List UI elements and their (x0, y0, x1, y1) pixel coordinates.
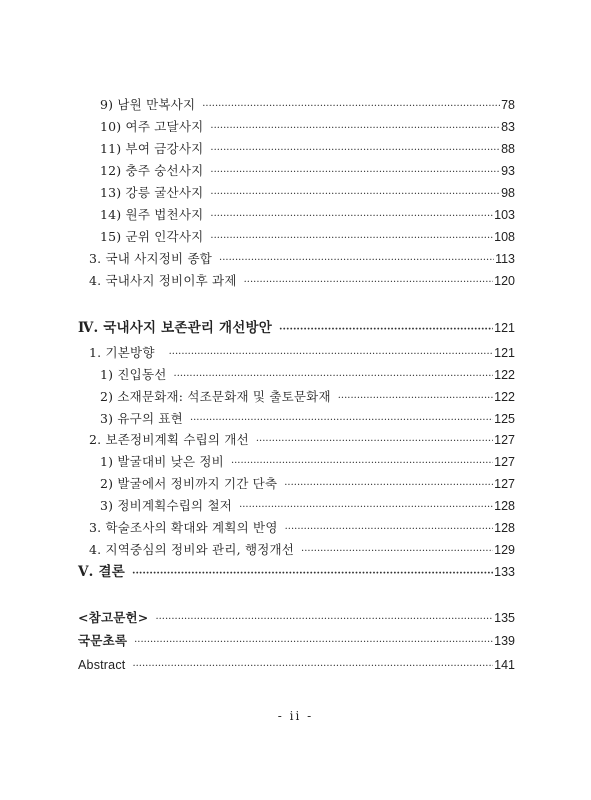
toc-leader-dots (256, 434, 493, 450)
toc-entry-label: 3) 유구의 표현 (100, 411, 183, 426)
toc-leader-dots (174, 369, 494, 385)
toc-leader-dots (210, 121, 500, 137)
toc-leader-dots (210, 231, 493, 247)
toc-entry[interactable] (78, 633, 515, 651)
toc-leader-dots (190, 413, 493, 429)
toc-leader-dots (244, 275, 494, 291)
toc-entry-label: <참고문헌> (78, 610, 149, 625)
toc-entry-label: 9) 남원 만복사지 (100, 97, 196, 112)
toc-entry[interactable] (100, 476, 515, 494)
toc-leader-dots (134, 635, 493, 651)
toc-entry[interactable] (89, 251, 515, 269)
toc-entry-page: 122 (494, 368, 515, 382)
toc-entry-page: 98 (501, 186, 515, 200)
toc-entry-page: 83 (501, 120, 515, 134)
toc-entry-label: 4. 국내사지 정비이후 과제 (89, 273, 237, 288)
toc-entry-label: 3) 정비계획수립의 철저 (100, 498, 233, 513)
toc-entry-page: 88 (501, 142, 515, 156)
toc-entry-label: 1) 발굴대비 낮은 정비 (100, 454, 224, 469)
toc-entry-page: 122 (494, 390, 515, 404)
toc-entry-page: 113 (495, 252, 515, 266)
toc-entry-page: 127 (494, 433, 515, 447)
toc-entry[interactable] (100, 367, 515, 385)
toc-entry[interactable] (89, 542, 515, 560)
toc-entry-label: 13) 강릉 굴산사지 (100, 185, 204, 200)
toc-entry-label: 10) 여주 고달사지 (100, 119, 204, 134)
toc-leader-dots (301, 544, 493, 560)
toc-entry[interactable] (100, 119, 515, 137)
toc-entry[interactable] (100, 454, 515, 472)
toc-entry-label: 15) 군위 인각사지 (100, 229, 204, 244)
toc-entry-page: 120 (494, 274, 515, 288)
toc-entry-page: 127 (494, 477, 515, 491)
toc-entry[interactable] (89, 273, 515, 291)
toc-entry-label: 3. 학술조사의 확대와 계획의 반영 (89, 520, 278, 535)
toc-chapter-label: Ⅳ. 국내사지 보존관리 개선방안 (78, 320, 273, 336)
toc-chapter[interactable] (78, 320, 515, 338)
toc-leader-dots (284, 478, 493, 494)
toc-entry[interactable] (100, 498, 515, 516)
toc-entry[interactable] (100, 229, 515, 247)
toc-leader-dots (210, 165, 500, 181)
toc-entry-label: 11) 부여 금강사지 (100, 141, 204, 156)
toc-entry-label: 12) 충주 숭선사지 (100, 163, 204, 178)
toc-entry-page: 78 (501, 98, 515, 112)
toc-entry[interactable] (78, 610, 515, 628)
toc-chapter-page: 133 (494, 565, 515, 579)
toc-chapter-page: 121 (494, 321, 515, 335)
toc-entry[interactable] (100, 389, 515, 407)
toc-entry-label: 2. 보존정비계획 수립의 개선 (89, 432, 249, 447)
toc-entry-page: 125 (494, 412, 515, 426)
toc-leader-dots (202, 99, 500, 115)
page-number: - ii - (277, 709, 314, 723)
toc-entry[interactable] (89, 432, 515, 450)
toc-entry-label: 4. 지역중심의 정비와 관리, 행정개선 (89, 542, 295, 557)
toc-entry-label: 2) 소재문화재: 석조문화재 및 출토문화재 (100, 389, 331, 404)
toc-entry-label: 3. 국내 사지정비 종합 (89, 251, 213, 266)
toc-leader-dots (210, 143, 500, 159)
toc-leader-dots (285, 522, 494, 538)
toc-entry-page: 121 (494, 346, 515, 360)
toc-entry[interactable] (89, 345, 515, 363)
toc-entry[interactable] (78, 657, 515, 675)
toc-leader-dots (169, 347, 494, 363)
toc-entry-page: 139 (494, 634, 515, 648)
toc-leader-dots (338, 391, 493, 407)
toc-entry-label: Abstract (78, 658, 126, 672)
toc-entry-page: 108 (494, 230, 515, 244)
toc-entry-label: 2) 발굴에서 정비까지 기간 단축 (100, 476, 278, 491)
toc-leader-dots (155, 612, 493, 628)
toc-entry[interactable] (100, 163, 515, 181)
toc-entry-page: 129 (494, 543, 515, 557)
toc-chapter-label: Ⅴ. 결론 (78, 564, 125, 580)
toc-entry[interactable] (100, 185, 515, 203)
toc-leader-dots (132, 659, 493, 675)
toc-entry[interactable] (100, 207, 515, 225)
toc-leader-dots (210, 187, 500, 203)
toc-entry-label: 1. 기본방향 (89, 345, 155, 360)
toc-entry-page: 93 (501, 164, 515, 178)
toc-entry[interactable] (100, 97, 515, 115)
toc-leader-dots (231, 456, 493, 472)
toc-chapter[interactable] (78, 564, 515, 582)
toc-leader-dots (132, 566, 493, 582)
toc-entry[interactable] (100, 141, 515, 159)
toc-entry-page: 141 (494, 658, 515, 672)
toc-leader-dots (279, 322, 493, 338)
toc-entry[interactable] (100, 411, 515, 429)
toc-entry-page: 128 (494, 521, 515, 535)
toc-entry-label: 국문초록 (78, 633, 128, 648)
toc-entry-page: 128 (494, 499, 515, 513)
toc-leader-dots (219, 253, 494, 269)
toc-leader-dots (239, 500, 493, 516)
toc-entry-label: 14) 원주 법천사지 (100, 207, 204, 222)
toc-entry-label: 1) 진입동선 (100, 367, 167, 382)
toc-entry-page: 135 (494, 611, 515, 625)
toc-leader-dots (210, 209, 493, 225)
toc-entry[interactable] (89, 520, 515, 538)
toc-entry-page: 127 (494, 455, 515, 469)
toc-entry-page: 103 (494, 208, 515, 222)
